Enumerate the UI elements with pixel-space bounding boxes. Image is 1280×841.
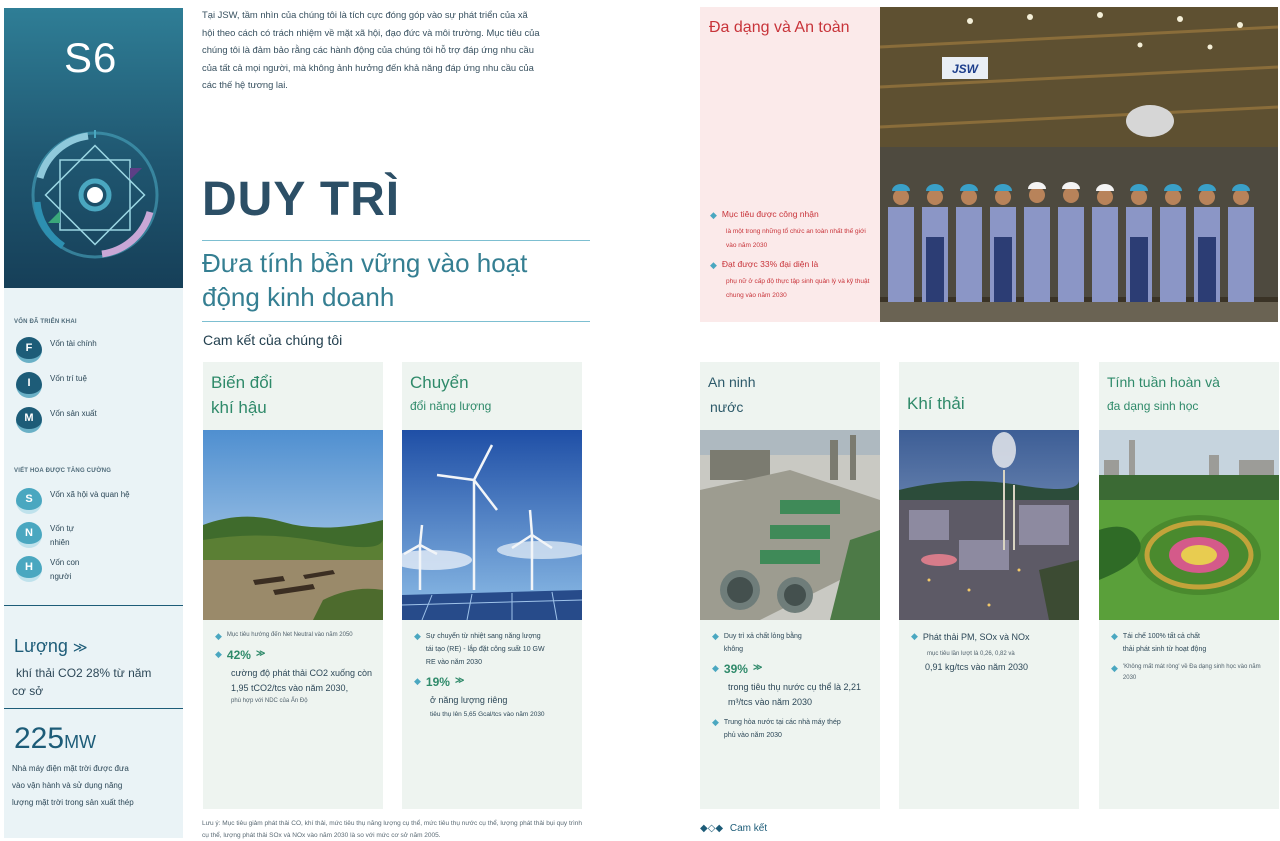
capital-label: Vốn tài chính [50,339,97,348]
bullet-text: Phát thải PM, SOx và NOx [922,632,1030,642]
bullet-note: là một trong những tổ chức an toàn nhất thế giới vào năm 2030 [726,228,866,249]
page-title: DUY TRÌ [202,173,401,226]
capital-letter-badge: M [16,407,42,433]
card-title-line: khí hậu [211,398,267,417]
bullet-text: 0,91 kg/tcs vào năm 2030 [925,662,1029,672]
legend-label: Cam kết [729,823,768,834]
diamond-bullet-icon: ◆ [911,631,918,641]
capital-label: Vốn xã hội và quan hệ [50,490,130,499]
footnote: Lưu ý: Mục tiêu giảm phát thải CO, khí thải, mức tiêu thụ năng lượng cụ thể, mức tiêu thụ nước cụ thể, lượng phát thải bụi quy trình cụ thể, lượng phát thải SOx và NOx vào năm 2030 là so với mức cơ sở năm 2005. [202,820,582,839]
safety-body [710,209,870,303]
commitment-bullet [215,630,377,642]
target-percent: 39% [723,662,748,676]
commitment-bullet [710,209,870,221]
capital-item-natural [16,522,90,550]
metric-solar-value [14,722,96,756]
commitment-bullet [710,259,870,271]
commitment-bullet [712,662,874,676]
card-body [1111,630,1273,688]
target-percent: 19% [425,675,450,689]
divider [4,605,183,606]
bullet-note: phụ nữ ở cấp độ thực tập sinh quản lý và kỹ thuật chung vào năm 2030 [726,278,870,299]
diamond-bullet-icon: ◆ [710,210,717,220]
water-treatment-photo [700,430,880,620]
factory-workers-photo [880,7,1278,322]
capital-item-social [16,488,140,514]
metric-co2-label: Lượng [14,636,68,656]
garden-photo [1099,430,1279,620]
card-title-line: nước [710,399,744,415]
double-chevron-down-icon: ≫ [454,675,465,685]
jsw-logo: JSW [951,62,979,76]
intro-paragraph: Tại JSW, tầm nhìn của chúng tôi là tích cực đóng góp vào sự phát triển của xã hội theo cách có trách nhiệm về mặt xã hội, đạo đức và môi trường. Mục tiêu của chúng tôi là đảm bảo rằng các hành động của chúng tôi hỗ trợ đáp ứng nhu cầu của tất cả mọi người, mà không ảnh hưởng đến khả năng đáp ứng nhu cầu của các thế hệ tương lai. [202,9,540,90]
commitment-bullet [712,716,874,742]
card-title [1107,370,1220,417]
capital-letter-badge: S [16,488,42,514]
bullet-text: Duy trì xả chất lỏng bằng không [723,633,802,653]
enhanced-capital-heading: VIẾT HOA ĐƯỢC TĂNG CƯỜNG [14,468,112,474]
diamond-bullet-icon: ◆ [215,631,222,641]
safety-title: Đa dạng và An toàn [709,19,850,36]
commitment-bullet [712,630,874,656]
page-subtitle: Đưa tính bền vững vào hoạt động kinh doanh [202,248,528,312]
deployed-capital-heading: VỐN ĐÃ TRIỂN KHAI [14,319,77,325]
diamond-bullet-icon: ◆ [414,631,421,641]
bullet-text: trong tiêu thụ nước cụ thể là 2,21 m³/tcs vào năm 2030 [728,682,862,707]
diamond-bullet-icon: ◆ [414,676,421,686]
capital-item-human [16,556,100,584]
metric-co2-text: khí thải CO2 28% từ năm cơ sở [12,666,152,698]
bullet-text: 'Không mất mát ròng' về Đa dạng sinh học vào năm 2030 [1122,664,1261,681]
card-title-line: Chuyển [410,373,469,392]
bullet-text: Tái chế 100% tất cả chất thải phát sinh từ hoạt động [1122,633,1207,653]
wind-solar-photo [402,430,582,620]
divider [202,321,590,322]
card-title [211,370,272,420]
steel-plant-photo [899,430,1079,620]
card-title-line: đa dạng sinh học [1107,399,1199,413]
capital-item-intellectual [16,372,130,398]
capital-item-manufactured [16,407,130,433]
card-title: Khí thải [907,394,965,413]
mangrove-photo [203,430,383,620]
sustainability-emblem-icon [28,128,162,262]
metric-solar-unit: MW [64,732,97,752]
diamond-bullet-icon: ◆ [712,663,719,673]
metric-co2-title [14,636,88,657]
bullet-note: phù hợp với NDC của Ấn Độ [231,698,308,704]
capital-letter-badge: F [16,337,42,363]
diamond-bullet-icon: ◆ [1111,631,1118,641]
diamond-bullet-icon: ◆ [1111,663,1118,673]
diamond-legend-icon: ◆◇◆ [700,823,724,834]
divider [4,708,183,709]
card-climate-change [203,362,383,809]
commitment-bullet [414,630,576,669]
commitment-bullet [215,648,377,662]
commitment-bullet [1111,630,1273,656]
double-chevron-down-icon: ≫ [255,648,266,658]
bullet-text: Đạt được 33% đại diện là [721,259,819,269]
commitment-bullet [414,675,576,689]
double-chevron-down-icon: ≫ [72,639,88,655]
legend [700,823,767,834]
card-title [708,370,755,420]
target-percent: 42% [226,648,251,662]
card-emissions [899,362,1079,809]
bullet-note: mục tiêu lần lượt là 0,26, 0,82 và [927,651,1015,657]
capital-letter-badge: N [16,522,42,548]
capital-label: Vốn tự nhiên [50,524,75,547]
capital-letter-badge: H [16,556,42,582]
card-title-line: Tính tuần hoàn và [1107,374,1220,390]
section-code: S6 [64,34,118,81]
diamond-bullet-icon: ◆ [710,260,717,270]
commitment-bullet [911,630,1073,645]
commitment-heading: Cam kết của chúng tôi [203,332,343,348]
card-body [215,630,377,707]
bullet-text: Mục tiêu hướng đến Net Neutral vào năm 2050 [226,632,353,638]
bullet-note: tiêu thụ lên 5,65 Gcal/tcs vào năm 2030 [430,711,545,718]
card-title [410,370,491,417]
metric-solar-number: 225 [14,722,65,755]
diamond-bullet-icon: ◆ [712,717,719,727]
card-title-line: đổi năng lượng [410,399,492,413]
bullet-text: Sự chuyển từ nhiệt sang năng lượng tái tạo (RE) - lắp đặt công suất 10 GW RE vào năm 2030 [425,633,545,666]
bullet-text: cường độ phát thải CO2 xuống còn 1,95 tCO2/tcs vào năm 2030, [231,668,373,693]
double-chevron-down-icon: ≫ [752,662,763,672]
card-energy-transition [402,362,582,809]
capital-label: Vốn sản xuất [50,409,97,418]
card-body [712,630,874,746]
commitment-bullet [1111,662,1273,684]
capital-item-financial [16,337,130,363]
bullet-text: ở năng lượng riêng [430,695,508,705]
diamond-bullet-icon: ◆ [712,631,719,641]
capital-letter-badge: I [16,372,42,398]
capital-label: Vốn trí tuệ [50,374,87,383]
card-water-security [700,362,880,809]
card-circularity-biodiversity [1099,362,1279,809]
divider [202,240,590,241]
bullet-text: Mục tiêu được công nhận [721,209,819,219]
card-title-line: An ninh [708,374,756,390]
metric-solar-text: Nhà máy điện mặt trời được đưa vào vận hành và sử dụng năng lượng mặt trời trong sản xuất thép [12,764,134,807]
card-body [911,630,1073,675]
bullet-text: Trung hòa nước tại các nhà máy thép phủ vào năm 2030 [723,719,841,739]
diamond-bullet-icon: ◆ [215,649,222,659]
capital-label: Vốn con người [50,558,80,581]
card-title-line: Biến đổi [211,373,273,392]
card-body [414,630,576,721]
